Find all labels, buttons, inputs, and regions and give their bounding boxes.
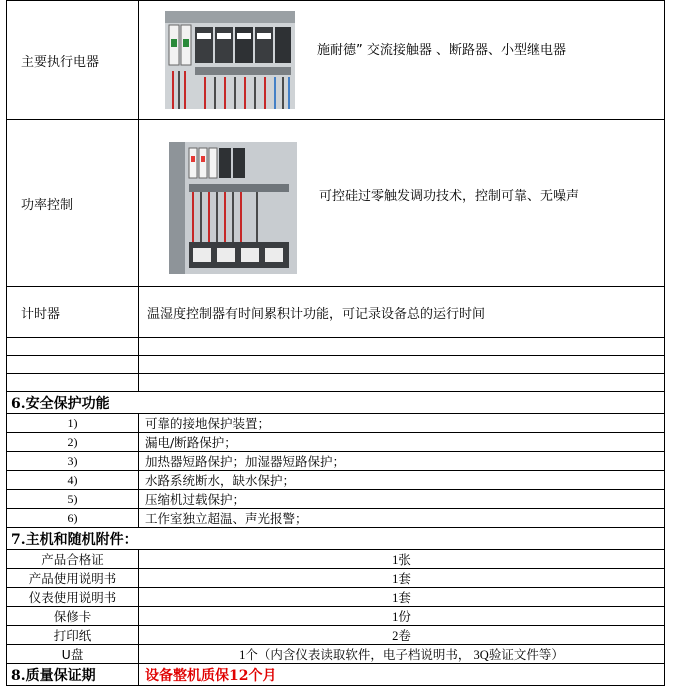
component-row-power — [7, 120, 665, 287]
component-row-executor — [7, 1, 665, 120]
warranty-text: 设备整机质保12个月 — [139, 664, 665, 686]
accessory-quantity: 1套 — [139, 588, 665, 607]
accessory-quantity: 1个（内含仪表读取软件，电子档说明书， 3Q验证文件等） — [139, 645, 665, 664]
accessory-name: 仪表使用说明书 — [7, 588, 139, 607]
contactor-photo-graphic — [165, 11, 295, 109]
accessory-name: 保修卡 — [7, 607, 139, 626]
safety-item-text: 漏电/断路保护； — [139, 433, 665, 452]
accessory-name: 打印纸 — [7, 626, 139, 645]
section-header-accessories — [7, 528, 665, 550]
safety-item-number: 5) — [7, 490, 139, 509]
safety-row — [7, 490, 665, 509]
safety-row — [7, 452, 665, 471]
spec-table — [6, 0, 665, 686]
component-description: 温湿度控制器有时间累积计功能，可记录设备总的运行时间 — [139, 287, 665, 338]
accessory-row — [7, 550, 665, 569]
empty-row — [7, 356, 665, 374]
component-label: 功率控制 — [7, 120, 139, 287]
contactor-photo — [165, 11, 295, 109]
power-control-photo-graphic — [169, 142, 297, 274]
safety-item-number: 2) — [7, 433, 139, 452]
safety-row — [7, 433, 665, 452]
safety-item-number: 4) — [7, 471, 139, 490]
accessory-quantity: 2卷 — [139, 626, 665, 645]
component-description: 可控硅过零触发调功技术，控制可靠、无噪声 — [319, 189, 580, 204]
component-row-timer — [7, 287, 665, 338]
accessory-name: U盘 — [7, 645, 139, 664]
accessory-row — [7, 569, 665, 588]
safety-row — [7, 471, 665, 490]
component-description: 施耐德” 交流接触器 、断路器、小型继电器 — [317, 43, 566, 58]
empty-row — [7, 374, 665, 392]
component-label: 主要执行电器 — [7, 1, 139, 120]
accessory-name: 产品合格证 — [7, 550, 139, 569]
safety-row — [7, 414, 665, 433]
power-control-photo — [169, 142, 297, 274]
safety-item-text: 可靠的接地保护装置； — [139, 414, 665, 433]
section-header-safety — [7, 392, 665, 414]
accessory-row — [7, 607, 665, 626]
safety-item-number: 6) — [7, 509, 139, 528]
component-label: 计时器 — [7, 287, 139, 338]
accessory-name: 产品使用说明书 — [7, 569, 139, 588]
accessory-quantity: 1套 — [139, 569, 665, 588]
accessory-row — [7, 588, 665, 607]
accessory-row — [7, 626, 665, 645]
safety-item-text: 加热器短路保护；加湿器短路保护； — [139, 452, 665, 471]
accessory-row — [7, 645, 665, 664]
safety-item-number: 1) — [7, 414, 139, 433]
section-title: 6.安全保护功能 — [7, 392, 665, 414]
accessory-quantity: 1张 — [139, 550, 665, 569]
safety-item-text: 压缩机过载保护； — [139, 490, 665, 509]
safety-item-text: 水路系统断水，缺水保护； — [139, 471, 665, 490]
safety-row — [7, 509, 665, 528]
accessory-quantity: 1份 — [139, 607, 665, 626]
safety-item-number: 3) — [7, 452, 139, 471]
spec-sheet — [6, 0, 665, 686]
component-detail-cell — [139, 120, 665, 287]
component-detail-cell — [139, 1, 665, 120]
section-header-warranty — [7, 664, 665, 686]
section-title: 8.质量保证期 — [7, 664, 139, 686]
safety-item-text: 工作室独立超温、声光报警； — [139, 509, 665, 528]
section-title: 7.主机和随机附件： — [7, 528, 665, 550]
empty-row — [7, 338, 665, 356]
